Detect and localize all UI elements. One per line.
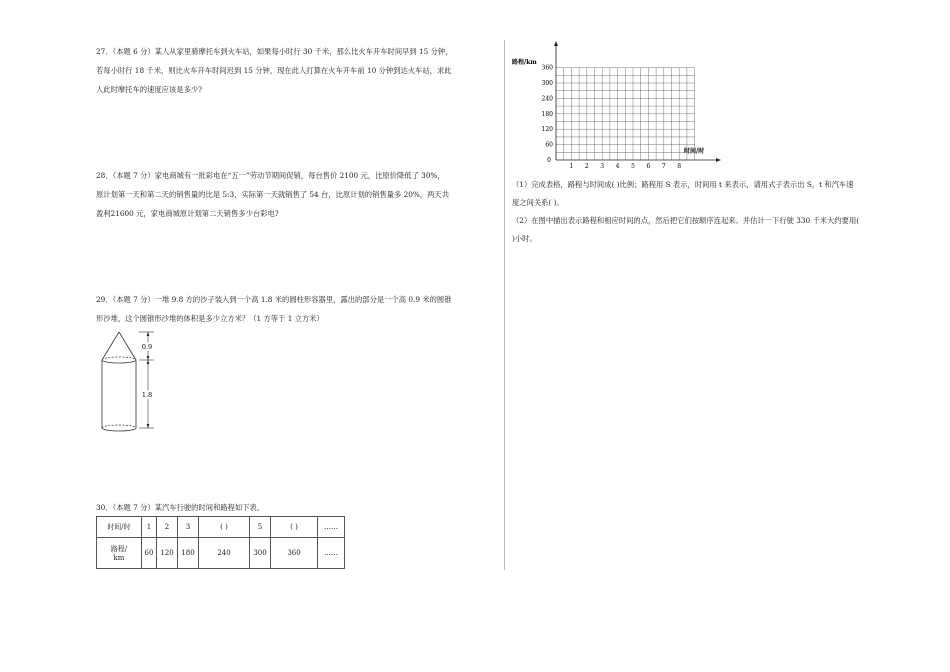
q28-line1: 28．（本题 7 分）家电商城有一批彩电在“五一”劳动节期间促销，每台售价 2100 元，比原价降低了 30%，: [96, 171, 445, 180]
table-blank-cell[interactable]: ( ): [271, 517, 318, 538]
q29-line2: 形沙堆，这个圆锥形沙堆的体积是多少立方米？（1 方等于 1 立方米）: [96, 314, 324, 323]
sub2-line1: （2）在图中描出表示路程和相应时间的点，然后把它们按顺序连起来。并估计一下行驶 330 千米大约要用(: [512, 216, 860, 225]
sub2-line2: )小时。: [512, 234, 537, 243]
x-tick-label: 5: [631, 163, 635, 170]
q28-line2: 原计划第一天和第二天的销售量的比是 5:3，实际第一天就销售了 54 台，比原计划的销售量多 20%，两天共: [96, 190, 449, 199]
table-cell: 300: [250, 538, 271, 569]
x-tick-label: 1: [569, 163, 574, 170]
table-cell: 360: [271, 538, 318, 569]
coordinate-grid[interactable]: [512, 40, 722, 175]
y-axis-arrow: [554, 41, 558, 46]
y-tick-label: 180: [541, 110, 553, 118]
q27-line1: 27．（本题 6 分）某人从家里骑摩托车到火车站，如果每小时行 30 千米，那么比火车开车时间早到 15 分钟，: [96, 47, 453, 56]
sub-question-1: [512, 176, 912, 212]
table-header-time: 时间/时: [97, 517, 142, 538]
x-tick-label: 6: [646, 163, 651, 170]
sub1-line2: 度之间关系( )。: [512, 198, 564, 207]
sub-question-2: [512, 212, 912, 248]
x-axis-label: 时间/时: [684, 148, 705, 155]
table-row: [97, 517, 345, 538]
table-cell: 1: [142, 517, 157, 538]
y-tick-label: 60: [545, 141, 553, 149]
table-cell: 240: [199, 538, 250, 569]
question-27: [96, 42, 496, 99]
x-tick-label: 4: [615, 163, 620, 170]
x-tick-label: 3: [600, 163, 605, 170]
y-axis-label: 路程/km: [512, 59, 537, 66]
distance-label: 路程/: [110, 545, 128, 553]
q28-line3: 盈利21600 元，家电商城原计划第二天销售多少台彩电?: [96, 209, 279, 218]
x-tick-label: 8: [677, 163, 682, 170]
column-divider: [504, 40, 505, 570]
y-tick-label: 120: [541, 126, 553, 134]
q29-line1: 29．（本题 7 分）一堆 9.8 方的沙子装入到一个高 1.8 米的圆柱形容器里，露出的部分是一个高 0.9 米的圆锥: [96, 295, 452, 304]
table-cell: 3: [178, 517, 199, 538]
y-tick-label: 360: [541, 64, 553, 72]
cone-cylinder-diagram: [96, 330, 166, 434]
q30-intro: 30．（本题 7 分）某汽车行驶的时间和路程如下表。: [96, 503, 265, 512]
table-row: [97, 538, 345, 569]
table-header-distance: [97, 538, 142, 569]
time-distance-table: [96, 516, 345, 569]
table-cell: ……: [318, 517, 345, 538]
x-tick-label: 7: [661, 163, 666, 170]
origin-label: 0: [547, 157, 551, 164]
cylinder-height-label: 1.8: [141, 391, 153, 399]
table-cell: 60: [142, 538, 157, 569]
y-tick-label: 240: [541, 95, 553, 103]
table-cell: ……: [318, 538, 345, 569]
table-cell: 120: [157, 538, 178, 569]
cone-height-label: 0.9: [141, 343, 153, 351]
distance-unit: km: [113, 554, 125, 562]
x-tick-label: 2: [584, 163, 589, 170]
table-cell: 2: [157, 517, 178, 538]
x-axis-arrow: [716, 158, 721, 162]
question-30: [96, 498, 496, 517]
question-29: [96, 290, 496, 328]
q27-line3: 人此时摩托车的速度应该是多少?: [96, 85, 203, 94]
table-cell: 5: [250, 517, 271, 538]
table-blank-cell[interactable]: ( ): [199, 517, 250, 538]
table-cell: 180: [178, 538, 199, 569]
question-28: [96, 166, 496, 223]
sub1-line1: （1）完成表格，路程与时间成( )比例；路程用 S 表示，时间用 t 来表示，请用式子表示出 S，t 和汽车速: [512, 180, 854, 189]
q27-line2: 若每小时行 18 千米，则比火车开车时间迟到 15 分钟，现在此人打算在火车开车前 10 分钟到达火车站，求此: [96, 66, 452, 75]
y-tick-label: 300: [541, 80, 553, 87]
